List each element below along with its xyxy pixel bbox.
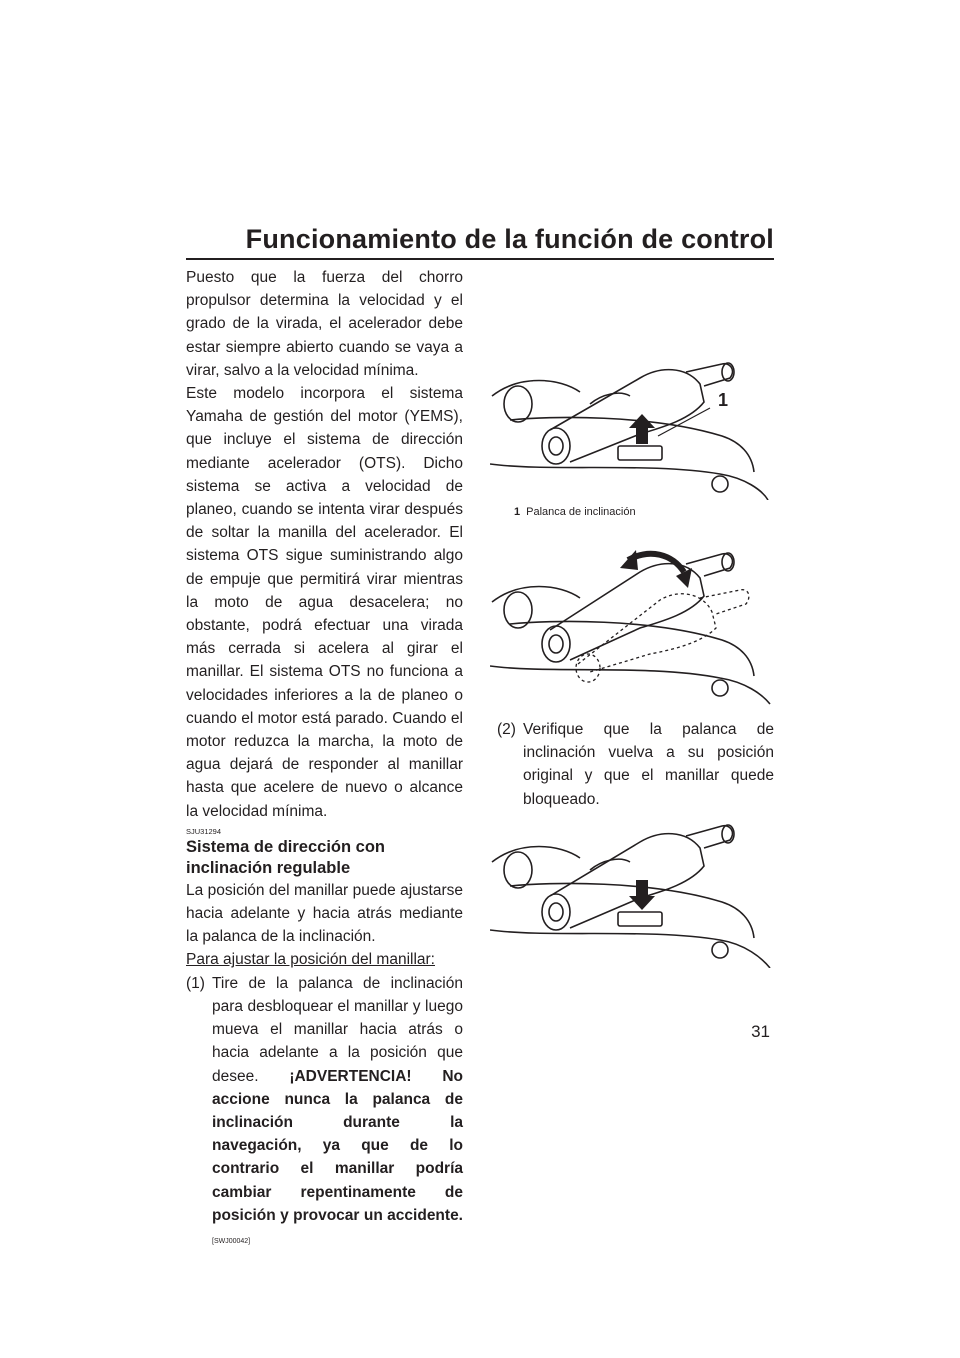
step-2-text: Verifique que la palanca de inclinación vuelva a su posición original y que el manillar quede bloqueado.	[523, 721, 774, 808]
handlebar-illustration-2	[490, 532, 774, 708]
handlebar-illustration-1	[490, 344, 774, 500]
ots-paragraph: Este modelo incorpora el sistema Yamaha de gestión del motor (YEMS), que incluye el sistema de dirección mediante acelerador (OTS). Dicho sistema se activa a velocidad de planeo, cuando se intenta virar después de soltar la manilla del acelerador. El sistema OTS sigue suministrando algo de empuje que permitirá virar mientras la moto de agua desacelera; no obstante, podrá efectuar una virada más cerrada si acelera al girar el manillar. El sistema OTS no funciona a velocidades inferiores a la de planeo o cuando el motor está parado. Cuando el motor reduzca la marcha, la moto de agua dejará de responder al manillar hasta que acelere de nuevo o alcance la velocidad mínima.	[186, 385, 463, 820]
figure-lever-locked	[490, 802, 774, 968]
page-number: 31	[751, 1022, 770, 1041]
up-arrow-icon	[629, 414, 655, 444]
step-1-text: Tire de la palanca de inclinación para desbloquear el manillar y luego mueva el manillar hacia atrás o hacia adelante a la posición que desee.	[212, 974, 463, 1085]
page-title: Funcionamiento de la función de control	[245, 224, 774, 254]
warning-ref-code: [SWJ00042]	[212, 1237, 251, 1245]
step-2-block	[497, 718, 774, 811]
section-ref-code: SJU31294	[186, 826, 222, 836]
figure-callout-1: 1	[718, 390, 729, 410]
step-2-number: (2)	[497, 721, 516, 738]
left-column	[186, 266, 463, 1253]
intro-paragraph: Puesto que la fuerza del chorro propulsor determina la velocidad y el grado de la virada, el acelerador debe estar siempre abierto cuando se vaya a virar, salvo a la velocidad mínima.	[186, 269, 463, 379]
step-1	[186, 972, 463, 1253]
procedure-heading: Para ajustar la posición del manillar:	[186, 951, 435, 969]
handlebar-illustration-3	[490, 802, 774, 968]
title-rule	[186, 258, 774, 260]
curved-arrow-icon	[620, 550, 692, 588]
step-1-warning: ¡ADVERTENCIA! No accione nunca la palanca de inclinación durante la navegación, ya que de lo contrario el manillar podría cambiar repentinamente de posición y provocar un accidente.	[212, 1067, 464, 1224]
figure-handlebar-adjust	[490, 532, 774, 708]
figure-tilt-lever	[490, 344, 774, 518]
figure-caption	[490, 506, 774, 518]
caption-text: Palanca de inclinación	[526, 506, 636, 518]
step-2	[497, 718, 774, 811]
section-title: Sistema de dirección con inclinación regulable	[186, 837, 385, 877]
caption-number: 1	[514, 506, 521, 518]
tilt-paragraph: La posición del manillar puede ajustarse hacia adelante y hacia atrás mediante la palanca de la inclinación.	[186, 881, 463, 946]
step-1-number: (1)	[186, 974, 205, 992]
